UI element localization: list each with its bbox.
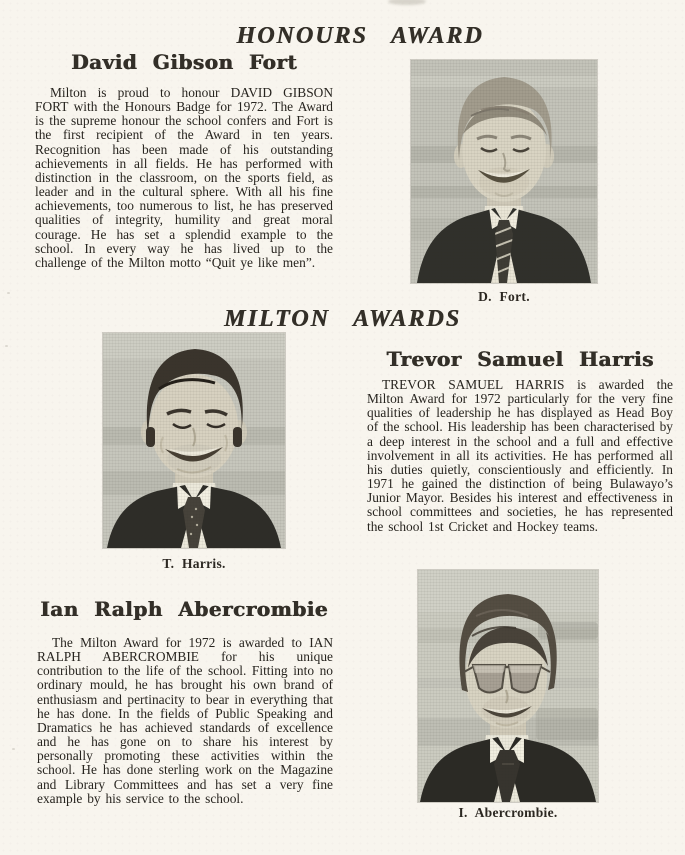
fort-body-paragraph: Milton is proud to honour DAVID GIBSON FORT with the Honours Badge for 1972. The Award is the supreme honour the school confers and Fort is the first recipient of the Award in ten years. Recognition has been made of his outstanding achievements in all fields. He has performed with distinction in the classroom, on the sports field, as leader and in the cultural sphere. With all his fine achievements, too numerous to list, he has preserved qualities of integrity, humility and great moral courage. He has set a splendid example to the school. In every way he has lived up to the challenge of the Milton motto “Quit ye like men”. [35, 85, 333, 270]
abercrombie-section-heading: Ian Ralph Abercrombie [40, 597, 328, 621]
scan-speck [12, 748, 15, 750]
fort-photo-caption: D. Fort. [478, 289, 530, 304]
scan-speck [5, 345, 8, 347]
abercrombie-photo-caption: I. Abercrombie. [458, 805, 558, 820]
harris-section-heading: Trevor Samuel Harris [386, 347, 654, 371]
harris-photo [103, 333, 285, 548]
abercrombie-portrait [418, 570, 598, 802]
harris-portrait [103, 333, 285, 548]
harris-photo-caption: T. Harris. [162, 556, 226, 571]
abercrombie-body-paragraph: The Milton Award for 1972 is awarded to IAN RALPH ABERCROMBIE for his unique contribution to the life of the school. Fitting into no ordinary mould, he has brought his own brand of enthusiasm and pertinacity to bear in everything that he has done. In the fields of Public Speaking and Dramatics he has achieved standards of excellence and he has gone on to share his interest by personally promoting these activities within the school. He has done sterling work on the Magazine and Library Committees and has set a very fine example by his service to the school. [37, 635, 333, 806]
fort-section-heading: David Gibson Fort [71, 50, 297, 74]
harris-body-paragraph: TREVOR SAMUEL HARRIS is awarded the Milton Award for 1972 particularly for the very fine qualities of leadership he has displayed as Head Boy of the school. His leadership has been characterised by a deep interest in the school and a full and effective involvement in all its activities. He has performed all his duties quietly, conscientiously and efficiently. In 1971 he gained the distinction of being Bulawayo’s Junior Mayor. Besides his interest and effectiveness in school committees and societies, he has represented the school 1st Cricket and Hockey teams. [367, 377, 673, 534]
abercrombie-photo [418, 570, 598, 802]
honours-award-title: HONOURS AWARD [236, 23, 484, 49]
fort-portrait [411, 60, 597, 283]
milton-awards-title: MILTON AWARDS [224, 306, 461, 332]
scan-smudge [388, 0, 426, 5]
fort-photo [411, 60, 597, 283]
scan-speck [7, 292, 10, 294]
